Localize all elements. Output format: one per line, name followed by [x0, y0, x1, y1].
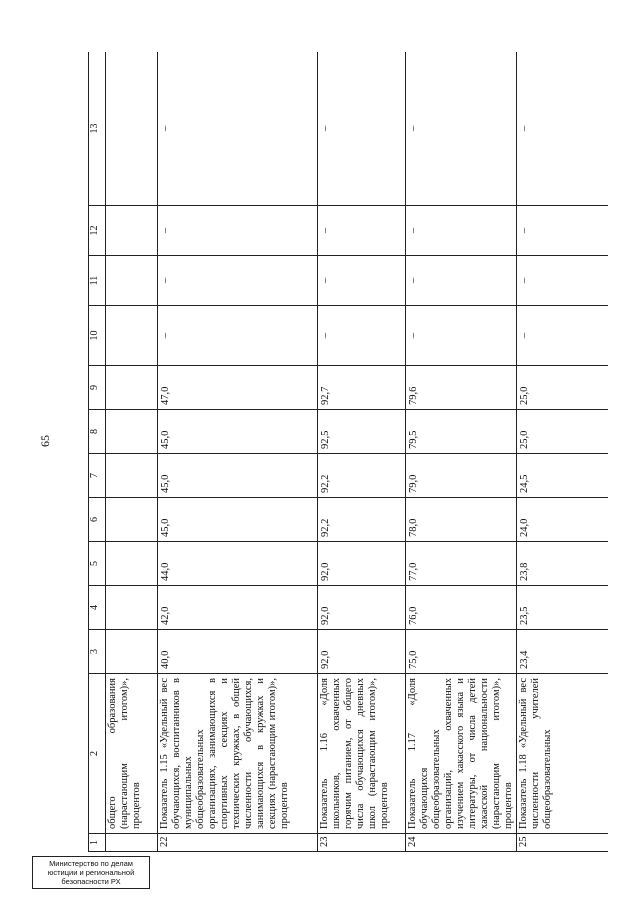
- value-cell: [106, 410, 158, 454]
- header-row: [89, 52, 106, 852]
- value-cell: 77,0: [406, 542, 517, 586]
- indicators-table: [88, 52, 608, 852]
- header-cell: 10: [89, 306, 106, 366]
- header-cell: 7: [89, 454, 106, 498]
- header-cell: 4: [89, 586, 106, 630]
- indicator-description: Показатель 1.15 «Удельный вес обучающихся, воспитанников в муниципальных общеобразовательных организациях, занимающихся в спортивных секциях и технических кружках, в общей численности обучающихся, занимающихся в кружках и секциях (нарастающим итогом)», процентов: [158, 674, 318, 834]
- value-cell: [106, 586, 158, 630]
- value-cell: 76,0: [406, 586, 517, 630]
- value-cell: 45,0: [158, 410, 318, 454]
- value-cell: 92,0: [318, 542, 406, 586]
- indicator-description: общего образования (нарастающим итогом)», процентов: [106, 674, 158, 834]
- value-cell: 79,5: [406, 410, 517, 454]
- value-cell: 42,0: [158, 586, 318, 630]
- dash-cell: –: [158, 306, 318, 366]
- dash-cell: –: [406, 206, 517, 256]
- dash-cell: –: [318, 52, 406, 206]
- stamp-line: безопасности РХ: [61, 877, 121, 886]
- value-cell: 23,5: [517, 586, 609, 630]
- row-index: 25: [517, 834, 609, 852]
- dash-cell: –: [406, 52, 517, 206]
- table-row: [517, 52, 609, 852]
- value-cell: 23,4: [517, 630, 609, 674]
- row-index: 22: [158, 834, 318, 852]
- value-cell: 92,2: [318, 454, 406, 498]
- dash-cell: –: [517, 206, 609, 256]
- dash-cell: –: [406, 306, 517, 366]
- stamp-line: Министерство по делам: [49, 859, 133, 868]
- value-cell: [106, 498, 158, 542]
- dash-cell: –: [158, 256, 318, 306]
- dash-cell: –: [318, 206, 406, 256]
- value-cell: 24,0: [517, 498, 609, 542]
- rotated-table-container: [88, 52, 608, 852]
- header-cell: 12: [89, 206, 106, 256]
- dash-cell: –: [517, 256, 609, 306]
- dash-cell: –: [318, 306, 406, 366]
- value-cell: 79,6: [406, 366, 517, 410]
- header-cell: 6: [89, 498, 106, 542]
- value-cell: [106, 52, 158, 206]
- value-cell: 45,0: [158, 498, 318, 542]
- table-row: [158, 52, 318, 852]
- value-cell: 45,0: [158, 454, 318, 498]
- value-cell: 44,0: [158, 542, 318, 586]
- header-cell: 1: [89, 834, 106, 852]
- value-cell: [106, 366, 158, 410]
- value-cell: 24,5: [517, 454, 609, 498]
- indicator-description: Показатель 1.16 «Доля школьников, охваченных горячим питанием, от общего числа обучающихся дневных школ (нарастающим итогом)», процентов: [318, 674, 406, 834]
- row-index: 23: [318, 834, 406, 852]
- value-cell: [106, 542, 158, 586]
- value-cell: [106, 206, 158, 256]
- value-cell: 25,0: [517, 410, 609, 454]
- page-number: 65: [38, 435, 52, 447]
- value-cell: [106, 454, 158, 498]
- value-cell: 23,8: [517, 542, 609, 586]
- dash-cell: –: [318, 256, 406, 306]
- header-cell: 2: [89, 674, 106, 834]
- value-cell: 79,0: [406, 454, 517, 498]
- value-cell: 92,0: [318, 630, 406, 674]
- value-cell: 92,2: [318, 498, 406, 542]
- indicator-description: Показатель 1.17 «Доля обучающихся общеобразовательных организаций, охваченных изучением хакасского языка и литературы, от числа детей хакасской национальности (нарастающим итогом)», процентов: [406, 674, 517, 834]
- row-index: [106, 834, 158, 852]
- registration-stamp: [32, 856, 150, 889]
- dash-cell: –: [517, 306, 609, 366]
- value-cell: 75,0: [406, 630, 517, 674]
- header-cell: 11: [89, 256, 106, 306]
- value-cell: [106, 256, 158, 306]
- dash-cell: –: [158, 52, 318, 206]
- indicator-description: Показатель 1.18 «Удельный вес численности учителей общеобразовательных: [517, 674, 609, 834]
- table-row: [106, 52, 158, 852]
- table-wrapper: [88, 52, 608, 852]
- dash-cell: –: [517, 52, 609, 206]
- header-cell: 9: [89, 366, 106, 410]
- table-row: [406, 52, 517, 852]
- value-cell: 92,0: [318, 586, 406, 630]
- header-cell: 13: [89, 52, 106, 206]
- header-cell: 3: [89, 630, 106, 674]
- dash-cell: –: [406, 256, 517, 306]
- value-cell: 92,5: [318, 410, 406, 454]
- value-cell: 25,0: [517, 366, 609, 410]
- header-cell: 5: [89, 542, 106, 586]
- stamp-line: юстиции и региональной: [47, 868, 135, 877]
- value-cell: 47,0: [158, 366, 318, 410]
- table-row: [318, 52, 406, 852]
- row-index: 24: [406, 834, 517, 852]
- value-cell: 40,0: [158, 630, 318, 674]
- dash-cell: –: [158, 206, 318, 256]
- value-cell: 78,0: [406, 498, 517, 542]
- value-cell: 92,7: [318, 366, 406, 410]
- value-cell: [106, 306, 158, 366]
- value-cell: [106, 630, 158, 674]
- header-cell: 8: [89, 410, 106, 454]
